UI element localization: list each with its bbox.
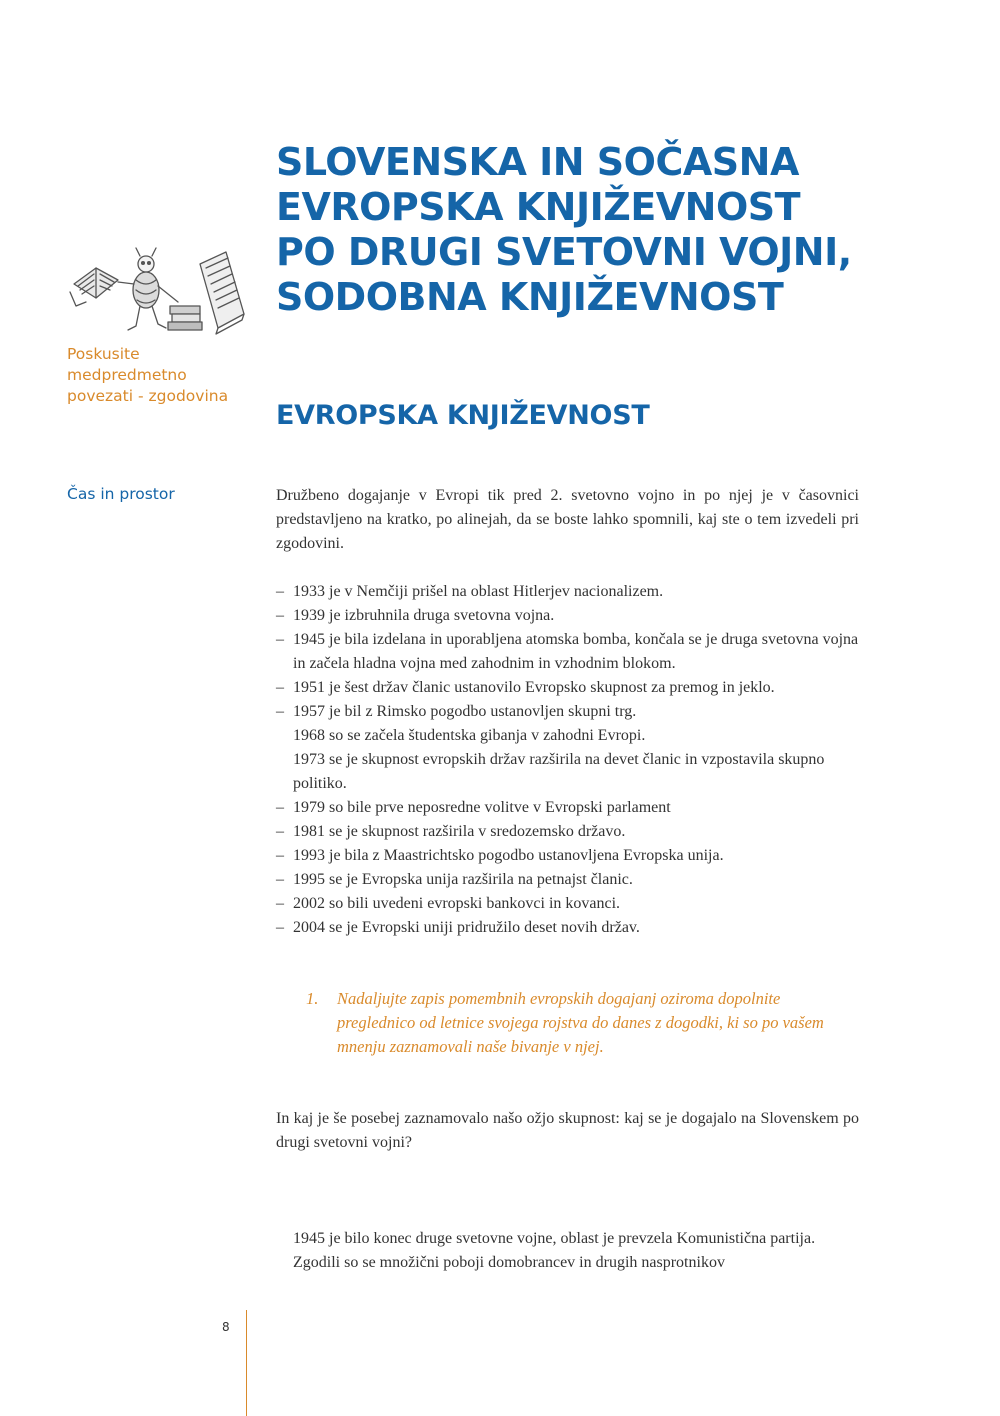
title-line: EVROPSKA KNJIŽEVNOST <box>276 185 801 229</box>
title-line: SODOBNA KNJIŽEVNOST <box>276 275 784 319</box>
exercise-task <box>306 987 862 1059</box>
reading-bookworm-illustration <box>66 244 252 340</box>
timeline-text: 1995 se je Evropska unija razširila na petnajst članic. <box>293 871 633 888</box>
dash-bullet: – <box>276 631 284 648</box>
dash-bullet: – <box>276 703 284 720</box>
dash-bullet: – <box>276 871 284 888</box>
footer-divider <box>246 1310 247 1416</box>
timeline-item <box>276 676 866 700</box>
margin-label: Čas in prostor <box>67 485 175 503</box>
timeline-item <box>276 916 866 940</box>
question-paragraph: In kaj je še posebej zaznamovalo našo ožjo skupnost: kaj se je dogajalo na Slovenskem po drugi svetovni vojni? <box>276 1110 859 1151</box>
title-line: PO DRUGI SVETOVNI VOJNI, <box>276 230 852 274</box>
timeline-item <box>276 580 866 604</box>
timeline-text: 1968 so se začela študentska gibanja v zahodni Evropi. <box>293 727 646 744</box>
dash-bullet: – <box>276 679 284 696</box>
side-note-line: povezati - zgodovina <box>67 387 229 405</box>
timeline-item <box>276 748 866 796</box>
dash-bullet: – <box>276 823 284 840</box>
exercise-text: Nadaljujte zapis pomembnih evropskih dogajanj oziroma dopolnite preglednico od letnice svojega rojstva do danes z dogodki, ki so po vašem mnenju zaznamovali naše bivanje v njej. <box>337 989 824 1056</box>
timeline-text: 1993 je bila z Maastrichtsko pogodbo ustanovljena Evropska unija. <box>293 847 724 864</box>
timeline-item <box>276 724 866 748</box>
timeline-text: 1945 je bila izdelana in uporabljena atomska bomba, končala se je druga svetovna vojna in začela hladna vojna med zahodnim in vzhodnim blokom. <box>293 631 859 672</box>
title-line: SLOVENSKA IN SOČASNA <box>276 140 799 184</box>
side-note <box>67 344 247 407</box>
timeline-item <box>276 844 866 868</box>
intro-paragraph: Družbeno dogajanje v Evropi tik pred 2. svetovno vojno in po njej je v časovnici predstavljeno na kratko, po alinejah, da se boste lahko spomnili, kaj ste o tem izvedeli pri zgodovini. <box>276 487 859 552</box>
timeline-text: 1933 je v Nemčiji prišel na oblast Hitlerjev nacionalizem. <box>293 583 664 600</box>
side-note-line: Poskusite <box>67 345 140 363</box>
dash-bullet: – <box>276 895 284 912</box>
timeline-text: 1951 je šest držav članic ustanovilo Evropsko skupnost za premog in jeklo. <box>293 679 775 696</box>
timeline-text: 2002 so bili uvedeni evropski bankovci in kovanci. <box>293 895 621 912</box>
timeline-item <box>276 868 866 892</box>
timeline-item <box>276 820 866 844</box>
timeline-item <box>276 796 866 820</box>
page-number: 8 <box>222 1320 230 1334</box>
timeline-item <box>276 604 866 628</box>
side-note-line: medpredmetno <box>67 366 187 384</box>
timeline-item <box>276 700 866 724</box>
timeline-text: 1973 se je skupnost evropskih držav razširila na devet članic in vzpostavila skupno politiko. <box>293 751 825 792</box>
timeline-text: 1939 je izbruhnila druga svetovna vojna. <box>293 607 555 624</box>
dash-bullet: – <box>276 583 284 600</box>
dash-bullet: – <box>276 919 284 936</box>
timeline-text: 2004 se je Evropski uniji pridružilo deset novih držav. <box>293 919 640 936</box>
page-title <box>276 140 916 320</box>
timeline-text: 1957 je bil z Rimsko pogodbo ustanovljen skupni trg. <box>293 703 637 720</box>
section-heading: EVROPSKA KNJIŽEVNOST <box>276 400 650 431</box>
exercise-number: 1. <box>306 989 319 1008</box>
timeline-item <box>276 892 866 916</box>
dash-bullet: – <box>276 607 284 624</box>
dash-bullet: – <box>276 847 284 864</box>
timeline-list <box>276 580 866 940</box>
timeline-text: 1979 so bile prve neposredne volitve v Evropski parlament <box>293 799 671 816</box>
history-paragraph: 1945 je bilo konec druge svetovne vojne, oblast je prevzela Komunistična partija. Zgodili so se množični poboji domobrancev in drugih nasprotnikov <box>293 1230 816 1271</box>
timeline-text: 1981 se je skupnost razširila v sredozemsko državo. <box>293 823 626 840</box>
dash-bullet: – <box>276 799 284 816</box>
timeline-item <box>276 628 866 676</box>
